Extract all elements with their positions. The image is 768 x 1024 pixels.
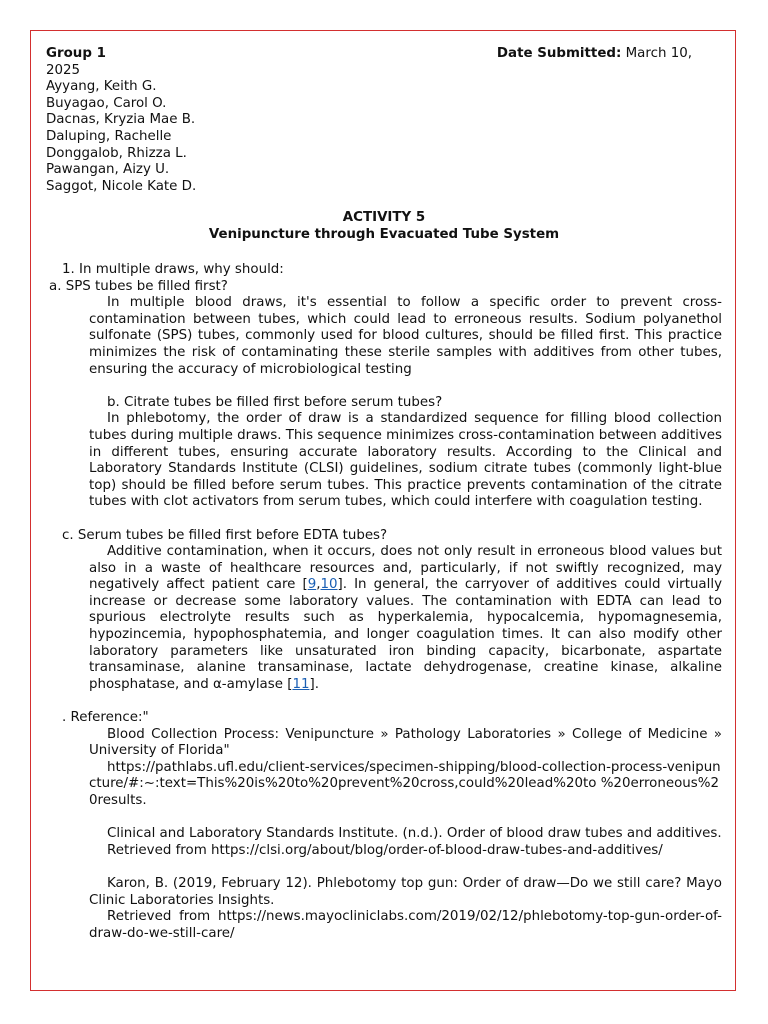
- answer-c-part-2: ]. In general, the carryover of additives could virtually increase or decrease some laboratory values. The contamination with EDTA can lead to spurious electrolyte results such as hyperkalemia, hypocalcemia, hypomagnesemia, hypozincemia, hypophosphatemia, and longer coagulation times. It can also modify other laboratory parameters like unsaturated iron binding capacity, bicarbonate, aspartate transaminase, alanine transaminase, lactate dehydrogenase, creatine kinase, alkaline phosphatase, and α-amylase [: [89, 577, 722, 692]
- answer-a: In multiple blood draws, it's essential to follow a specific order to prevent cross-contamination between tubes, which could lead to erroneous results. Sodium polyanethol sulfonate (SPS) tubes, commonly used for blood cultures, should be filled first. This practice minimizes the risk of contaminating these sterile samples with additives from other tubes, ensuring the accuracy of microbiological testing: [89, 295, 722, 377]
- group-label: Group 1: [46, 46, 106, 61]
- title-line-1: ACTIVITY 5: [342, 210, 426, 225]
- date-value: March 10,: [621, 46, 692, 61]
- citation-link-9[interactable]: 9: [307, 577, 317, 593]
- member-name: Ayyang, Keith G.: [46, 79, 157, 95]
- date-label: Date Submitted:: [496, 46, 622, 61]
- document-body: [49, 262, 723, 942]
- citation-link-10[interactable]: 10: [320, 577, 338, 593]
- title-line-2: Venipuncture through Evacuated Tube System: [208, 226, 560, 242]
- question-c-label: c. Serum tubes be filled first before EDTA tubes?: [62, 527, 388, 543]
- answer-c-part-1: Additive contamination, when it occurs, does not only result in erroneous blood values but also in a waste of healthcare resources and, particularly, if not swiftly recognized, may negatively affect patient care [: [89, 544, 722, 593]
- question-b-label: b. Citrate tubes be filled first before serum tubes?: [107, 394, 443, 410]
- reference-1-title: Blood Collection Process: Venipuncture » Pathology Laboratories » College of Medicine » University of Florida": [89, 726, 722, 759]
- reference-2-url: Retrieved from https://clsi.org/about/blog/order-of-blood-draw-tubes-and-additives/: [107, 842, 663, 858]
- header-block: [46, 46, 722, 195]
- date-submitted: [497, 46, 722, 63]
- answer-c: [62, 544, 722, 693]
- member-name: Dacnas, Kryzia Mae B.: [46, 112, 196, 128]
- question-1: 1. In multiple draws, why should:: [62, 262, 284, 277]
- member-name: Buyagao, Carol O.: [46, 95, 167, 111]
- reference-1-url: https://pathlabs.ufl.edu/client-services/specimen-shipping/blood-collection-process-venipuncture/#:~:text=This%20is%20to%20prevent%20cross,could%20lead%20to %20erroneous%20results.: [89, 759, 721, 808]
- member-name: Saggot, Nicole Kate D.: [46, 178, 197, 194]
- member-name: Daluping, Rachelle: [46, 128, 172, 144]
- member-name: Pawangan, Aizy U.: [46, 162, 170, 178]
- answer-b: In phlebotomy, the order of draw is a standardized sequence for filling blood collection tubes during multiple draws. This sequence minimizes cross-contamination between additives in different tubes, ensuring accurate laboratory results. According to the Clinical and Laboratory Standards Institute (CLSI) guidelines, sodium citrate tubes (commonly light-blue top) should be filled before serum tubes. This practice prevents contamination of the citrate tubes with clot activators from serum tubes, which could interfere with coagulation testing.: [89, 411, 723, 510]
- reference-label: . Reference:": [62, 710, 149, 726]
- question-a-label: a. SPS tubes be filled first?: [49, 278, 228, 294]
- member-name: Donggalob, Rhizza L.: [46, 145, 187, 161]
- citation-separator: ,: [316, 577, 321, 593]
- document-page: [30, 30, 736, 991]
- citation-link-11[interactable]: 11: [292, 676, 310, 692]
- date-year: 2025: [46, 62, 81, 78]
- reference-3-url: Retrieved from https://news.mayocliniclabs.com/2019/02/12/phlebotomy-top-gun-order-of-draw-do-we-still-care/: [89, 909, 722, 941]
- activity-title: [31, 210, 737, 243]
- reference-2-title: Clinical and Laboratory Standards Institute. (n.d.). Order of blood draw tubes and additives.: [107, 826, 722, 842]
- answer-c-part-3: ].: [309, 676, 319, 692]
- reference-3-title: Karon, B. (2019, February 12). Phlebotomy top gun: Order of draw—Do we still care? Mayo Clinic Laboratories Insights.: [89, 875, 722, 908]
